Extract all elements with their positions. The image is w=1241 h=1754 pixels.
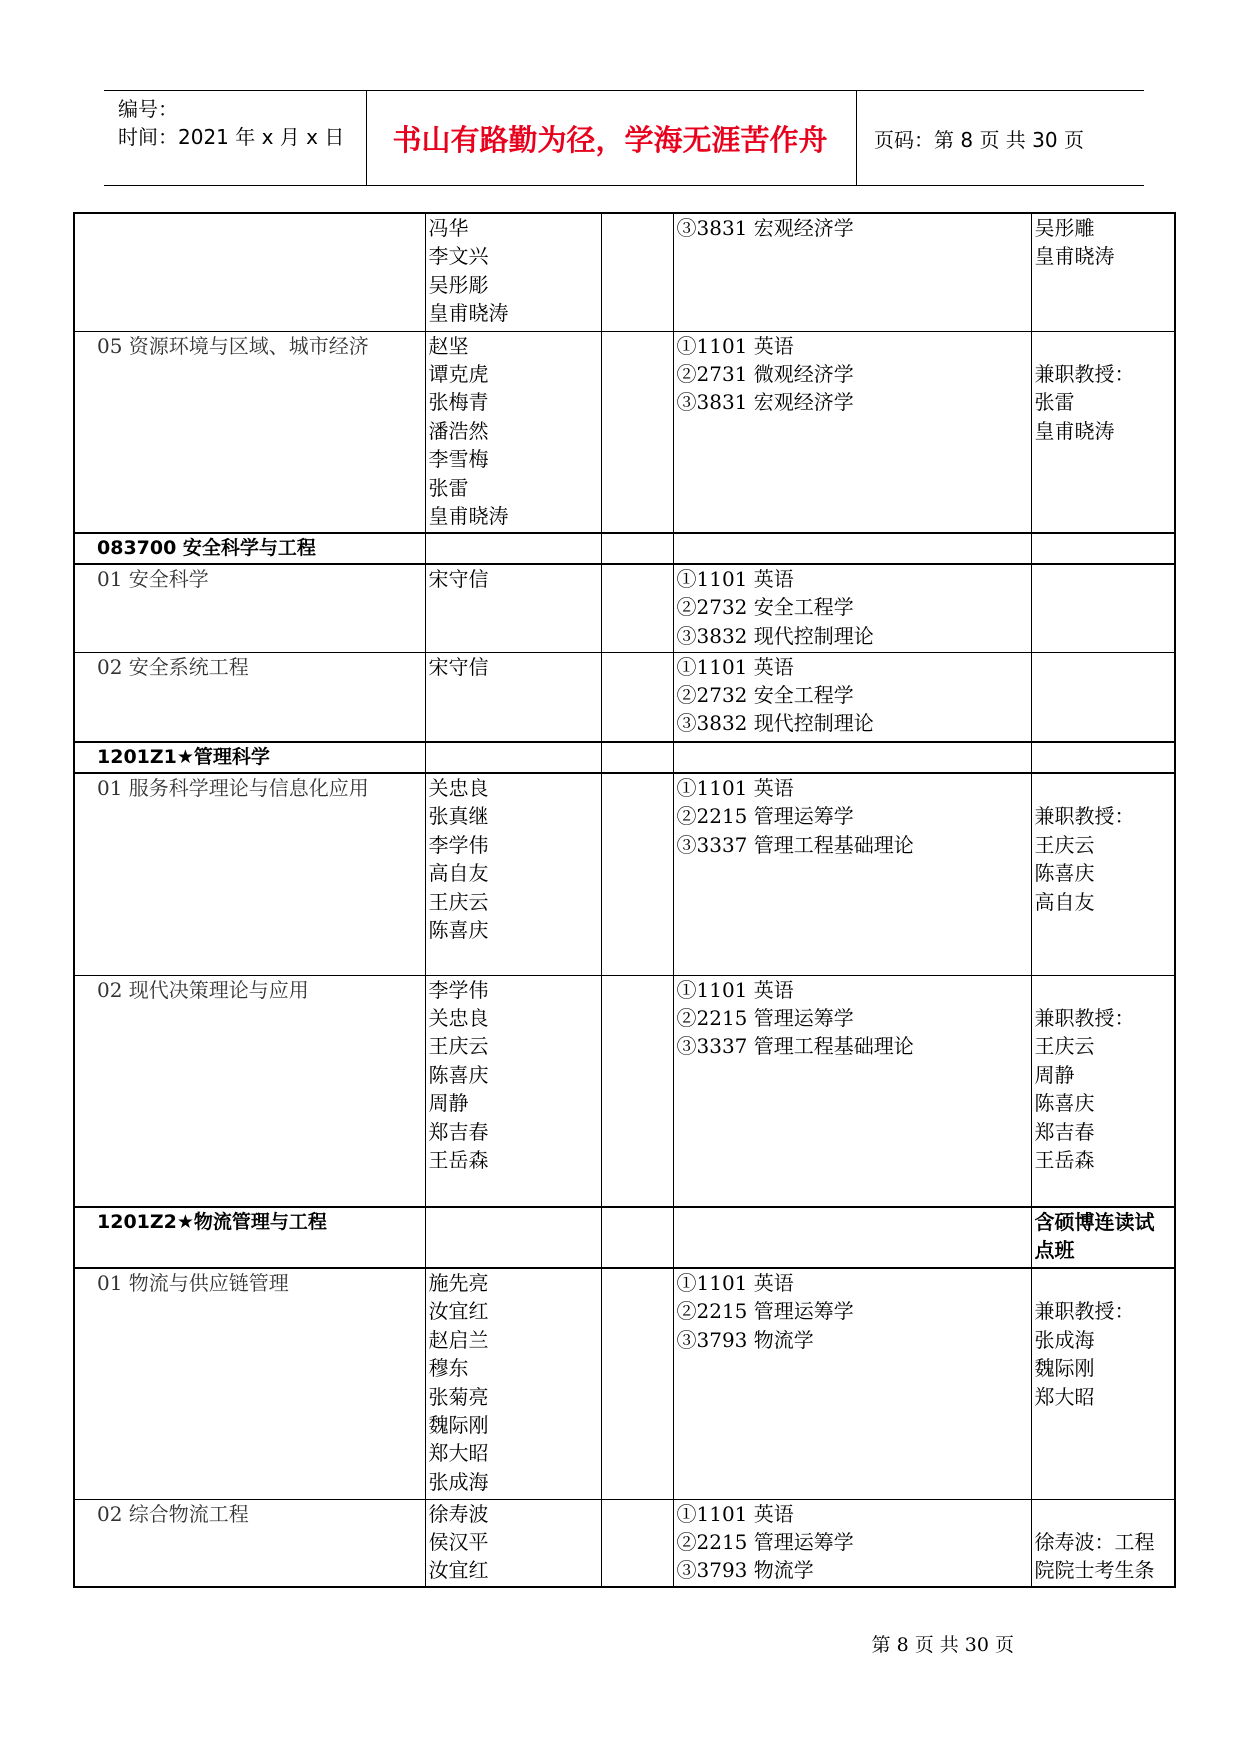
blank-cell: [601, 213, 673, 331]
remark-line: 皇甫晓涛: [1034, 244, 1115, 269]
cell-text: 1201Z2★物流管理与工程: [97, 1211, 327, 1233]
document-number-label: 编号：: [118, 97, 178, 121]
document-date: 时间：2021 年 x 月 x 日: [118, 125, 345, 149]
advisor-name: [429, 944, 598, 972]
advisor-name: [429, 1174, 598, 1202]
blank-cell: [601, 1499, 673, 1587]
advisor-name: 穆东: [428, 1356, 469, 1381]
blank-cell: [601, 742, 673, 773]
research-direction: [74, 652, 425, 742]
cell-text: 02 安全系统工程: [97, 654, 249, 679]
remark-line: 徐寿波：工程院院士考生条: [1034, 1529, 1155, 1583]
advisors-cell: [425, 1268, 601, 1499]
research-direction: [74, 564, 425, 652]
advisor-name: 王岳森: [428, 1147, 489, 1172]
exam-subject: ②2732 安全工程学: [676, 682, 854, 707]
blank-cell: [601, 652, 673, 742]
exam-subjects-cell: [673, 331, 1031, 533]
exam-subject: ③3793 物流学: [676, 1558, 814, 1583]
remark-line: 郑大昭: [1034, 1384, 1095, 1409]
exam-subject: ②2215 管理运筹学: [676, 804, 854, 829]
exam-subject: ①1101 英语: [676, 567, 794, 591]
remarks-cell: [1031, 1499, 1175, 1587]
exam-subject: ①1101 英语: [676, 1271, 794, 1295]
cell-text: 01 安全科学: [97, 567, 209, 591]
remark-line: 王庆云: [1034, 832, 1095, 857]
advisor-name: 陈喜庆: [428, 918, 489, 943]
advisor-name: 李雪梅: [428, 447, 489, 472]
table-row: [74, 975, 1175, 1207]
research-direction: [74, 975, 425, 1207]
section-row: [74, 1207, 1175, 1268]
remark-line: 兼职教授：: [1034, 1005, 1135, 1030]
exam-subjects-cell: [673, 652, 1031, 742]
advisor-name: 魏际刚: [428, 1413, 489, 1438]
advisor-name: 高自友: [428, 861, 489, 886]
advisor-name: 谭克虎: [428, 361, 489, 386]
advisor-name: 关忠良: [428, 776, 489, 800]
advisor-name: 王庆云: [428, 889, 489, 914]
advisor-name: 李学伟: [428, 977, 489, 1002]
header-meta: [118, 95, 344, 151]
advisor-name: 皇甫晓涛: [428, 301, 509, 326]
research-direction: [74, 1499, 425, 1587]
advisor-name: 汝宜红: [428, 1558, 489, 1583]
exam-subjects-cell: [673, 1207, 1031, 1268]
research-direction: [74, 773, 425, 975]
remark-line: [1035, 976, 1172, 1004]
advisors-cell: [425, 1207, 601, 1268]
exam-subject: ②2731 微观经济学: [676, 361, 854, 386]
remarks-cell: [1031, 742, 1175, 773]
table-row: [74, 1268, 1175, 1499]
exam-subject: ②2215 管理运筹学: [676, 1005, 854, 1030]
advisor-name: 吴彤彫: [428, 272, 489, 297]
exam-subject: ①1101 英语: [676, 776, 794, 800]
remark-line: 含硕博连读试点班: [1034, 1210, 1155, 1263]
remark-line: 皇甫晓涛: [1034, 418, 1115, 443]
advisor-name: 宋守信: [428, 567, 489, 591]
remarks-cell: [1031, 533, 1175, 564]
remarks-cell: [1031, 1268, 1175, 1499]
table-row: [74, 773, 1175, 975]
table-row: [74, 1499, 1175, 1587]
advisor-name: 赵启兰: [428, 1327, 489, 1352]
advisors-cell: [425, 533, 601, 564]
advisor-name: 李学伟: [428, 832, 489, 857]
advisor-name: 赵坚: [428, 333, 469, 358]
remark-line: 周静: [1034, 1062, 1075, 1087]
advisor-name: 施先亮: [428, 1271, 489, 1295]
exam-subjects-cell: [673, 1499, 1031, 1587]
advisors-cell: [425, 331, 601, 533]
cell-text: 02 综合物流工程: [97, 1501, 249, 1526]
advisor-name: 皇甫晓涛: [428, 503, 509, 528]
table-row: [74, 213, 1175, 331]
cell-text: 02 现代决策理论与应用: [97, 977, 309, 1002]
advisor-name: 张梅青: [428, 390, 489, 415]
exam-subjects-cell: [673, 1268, 1031, 1499]
remark-line: [1035, 1500, 1172, 1528]
advisor-name: 汝宜红: [428, 1299, 489, 1324]
advisor-name: 张菊亮: [428, 1384, 489, 1409]
cell-text: 083700 安全科学与工程: [97, 537, 316, 559]
header-divider: [856, 91, 857, 185]
advisor-name: 李文兴: [428, 244, 489, 269]
remark-line: 王庆云: [1034, 1034, 1095, 1059]
research-direction: [74, 213, 425, 331]
exam-subject: ①1101 英语: [676, 1501, 794, 1526]
remark-line: 张成海: [1034, 1327, 1095, 1352]
exam-subject: ③3337 管理工程基础理论: [676, 1034, 914, 1059]
exam-subject: ①1101 英语: [676, 977, 794, 1002]
exam-subjects-cell: [673, 533, 1031, 564]
remark-line: 兼职教授：: [1034, 1299, 1135, 1324]
remark-line: 兼职教授：: [1034, 804, 1135, 829]
advisors-cell: [425, 975, 601, 1207]
research-direction: [74, 1268, 425, 1499]
remark-line: 陈喜庆: [1034, 861, 1095, 886]
exam-subjects-cell: [673, 975, 1031, 1207]
blank-cell: [601, 975, 673, 1207]
blank-cell: [601, 1207, 673, 1268]
advisor-name: 王庆云: [428, 1034, 489, 1059]
section-row: [74, 742, 1175, 773]
advisor-name: 张真继: [428, 804, 489, 829]
remark-line: 高自友: [1034, 889, 1095, 914]
advisor-name: 周静: [428, 1091, 469, 1116]
exam-subject: ②2215 管理运筹学: [676, 1299, 854, 1324]
blank-cell: [601, 331, 673, 533]
program-table: [73, 212, 1176, 1588]
exam-subject: ③3831 宏观经济学: [676, 216, 854, 240]
exam-subjects-cell: [673, 213, 1031, 331]
advisor-name: 陈喜庆: [428, 1062, 489, 1087]
remarks-cell: [1031, 213, 1175, 331]
cell-text: 01 物流与供应链管理: [97, 1271, 289, 1295]
remark-line: [1035, 332, 1172, 360]
blank-cell: [601, 564, 673, 652]
remarks-cell: [1031, 773, 1175, 975]
exam-subject: ②2215 管理运筹学: [676, 1529, 854, 1554]
discipline-name: [74, 742, 425, 773]
advisor-name: 张成海: [428, 1469, 489, 1494]
remark-line: 吴彤雕: [1034, 216, 1095, 240]
discipline-name: [74, 533, 425, 564]
remarks-cell: [1031, 331, 1175, 533]
advisors-cell: [425, 1499, 601, 1587]
exam-subject: ①1101 英语: [676, 654, 794, 679]
advisors-cell: [425, 742, 601, 773]
remarks-cell: [1031, 564, 1175, 652]
remark-line: 郑吉春: [1034, 1119, 1095, 1144]
advisors-cell: [425, 652, 601, 742]
blank-cell: [601, 1268, 673, 1499]
cell-text: 01 服务科学理论与信息化应用: [97, 776, 369, 800]
footer-page-number: 第 8 页 共 30 页: [871, 1634, 1014, 1656]
table-row: [74, 652, 1175, 742]
exam-subject: ③3337 管理工程基础理论: [676, 832, 914, 857]
remarks-cell: [1031, 652, 1175, 742]
advisor-name: 宋守信: [428, 654, 489, 679]
exam-subjects-cell: [673, 773, 1031, 975]
remark-line: 魏际刚: [1034, 1356, 1095, 1381]
advisor-name: 郑大昭: [428, 1441, 489, 1466]
discipline-name: [74, 1207, 425, 1268]
advisors-cell: [425, 564, 601, 652]
advisor-name: 潘浩然: [428, 418, 489, 443]
exam-subject: ②2732 安全工程学: [676, 595, 854, 620]
exam-subjects-cell: [673, 564, 1031, 652]
blank-cell: [601, 533, 673, 564]
research-direction: [74, 331, 425, 533]
exam-subject: ③3793 物流学: [676, 1327, 814, 1352]
advisor-name: 徐寿波: [428, 1501, 489, 1526]
advisors-cell: [425, 213, 601, 331]
remark-line: 张雷: [1034, 390, 1075, 415]
header-page-number: 页码：第 8 页 共 30 页: [874, 127, 1084, 152]
exam-subject: ③3831 宏观经济学: [676, 390, 854, 415]
cell-text: 1201Z1★管理科学: [97, 746, 270, 768]
advisors-cell: [425, 773, 601, 975]
advisor-name: 郑吉春: [428, 1119, 489, 1144]
table-row: [74, 331, 1175, 533]
exam-subjects-cell: [673, 742, 1031, 773]
remark-line: 兼职教授：: [1034, 361, 1135, 386]
remark-line: 陈喜庆: [1034, 1091, 1095, 1116]
exam-subject: ①1101 英语: [676, 333, 794, 358]
remarks-cell: [1031, 1207, 1175, 1268]
cell-text: 05 资源环境与区域、城市经济: [97, 333, 369, 358]
remark-line: 王岳森: [1034, 1147, 1095, 1172]
header-motto: 书山有路勤为径，学海无涯苦作舟: [392, 122, 828, 157]
advisor-name: 冯华: [428, 216, 469, 240]
exam-subject: ③3832 现代控制理论: [676, 623, 874, 648]
advisor-name: 张雷: [428, 475, 469, 500]
section-row: [74, 533, 1175, 564]
exam-subject: ③3832 现代控制理论: [676, 711, 874, 736]
blank-cell: [601, 773, 673, 975]
table-row: [74, 564, 1175, 652]
advisor-name: 侯汉平: [428, 1529, 489, 1554]
page-header: [104, 90, 1144, 186]
remark-line: [1035, 1269, 1172, 1297]
remarks-cell: [1031, 975, 1175, 1207]
header-divider: [366, 91, 367, 185]
remark-line: [1035, 774, 1172, 802]
advisor-name: 关忠良: [428, 1005, 489, 1030]
